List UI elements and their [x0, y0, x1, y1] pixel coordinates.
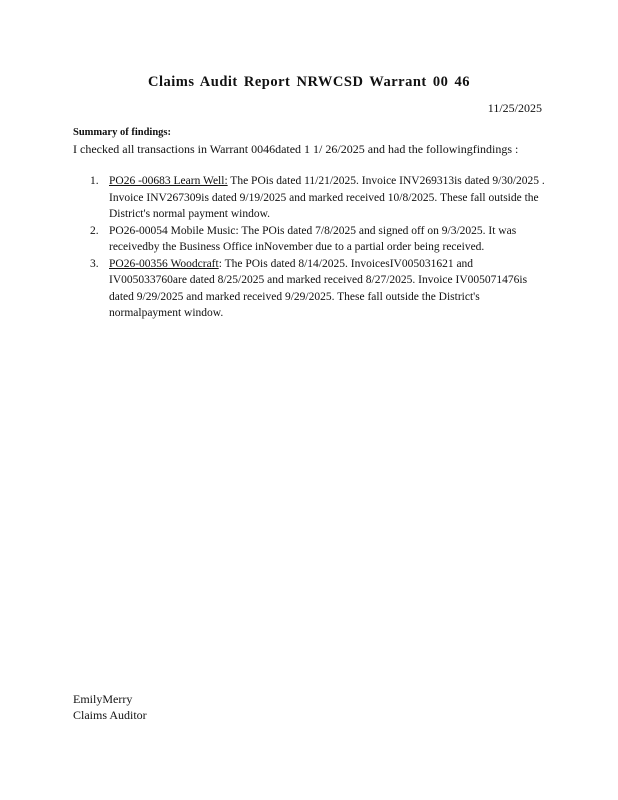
finding-po-label: PO26 -00683 Learn Well:	[109, 175, 228, 187]
finding-text: : The POis dated 8/14/2025. InvoicesIV005031621 and IV005033760are dated 8/25/2025 and marked received 8/27/2025. Invoice IV005071476is dated 9/29/2025 and marked received 9/29/2025. These fall outside the District's normalpayment window.	[109, 257, 528, 319]
summary-heading: Summary of findings:	[73, 127, 172, 138]
summary-intro: I checked all transactions in Warrant 0046dated 1 1/ 26/2025 and had the followingfindings :	[73, 142, 519, 156]
finding-number: 1.	[90, 175, 99, 187]
finding-item	[90, 223, 549, 256]
report-title: Claims Audit Report NRWCSD Warrant 00 46	[147, 74, 471, 90]
finding-number: 3.	[90, 257, 99, 270]
finding-item	[90, 173, 549, 223]
report-date: 11/25/2025	[487, 101, 542, 115]
findings-list	[90, 173, 549, 322]
finding-po-label: PO26-00054 Mobile Music:	[109, 224, 239, 237]
auditor-name: EmilyMerry	[73, 692, 133, 706]
signature-block	[73, 691, 147, 723]
finding-text: The POis dated 11/21/2025. Invoice INV269313is dated 9/30/2025 . Invoice INV267309is dated 9/19/2025 and marked received 10/8/2025. These fall outside the District's normal payment window.	[109, 175, 545, 220]
finding-text: The POis dated 7/8/2025 and signed off on 9/3/2025. It was receivedby the Business Office inNovember due to a partial order being received.	[109, 224, 517, 253]
auditor-role: Claims Auditor	[73, 708, 147, 722]
finding-po-label: PO26-00356 Woodcraft	[109, 257, 219, 270]
finding-item	[90, 256, 549, 322]
finding-number: 2.	[90, 224, 99, 237]
